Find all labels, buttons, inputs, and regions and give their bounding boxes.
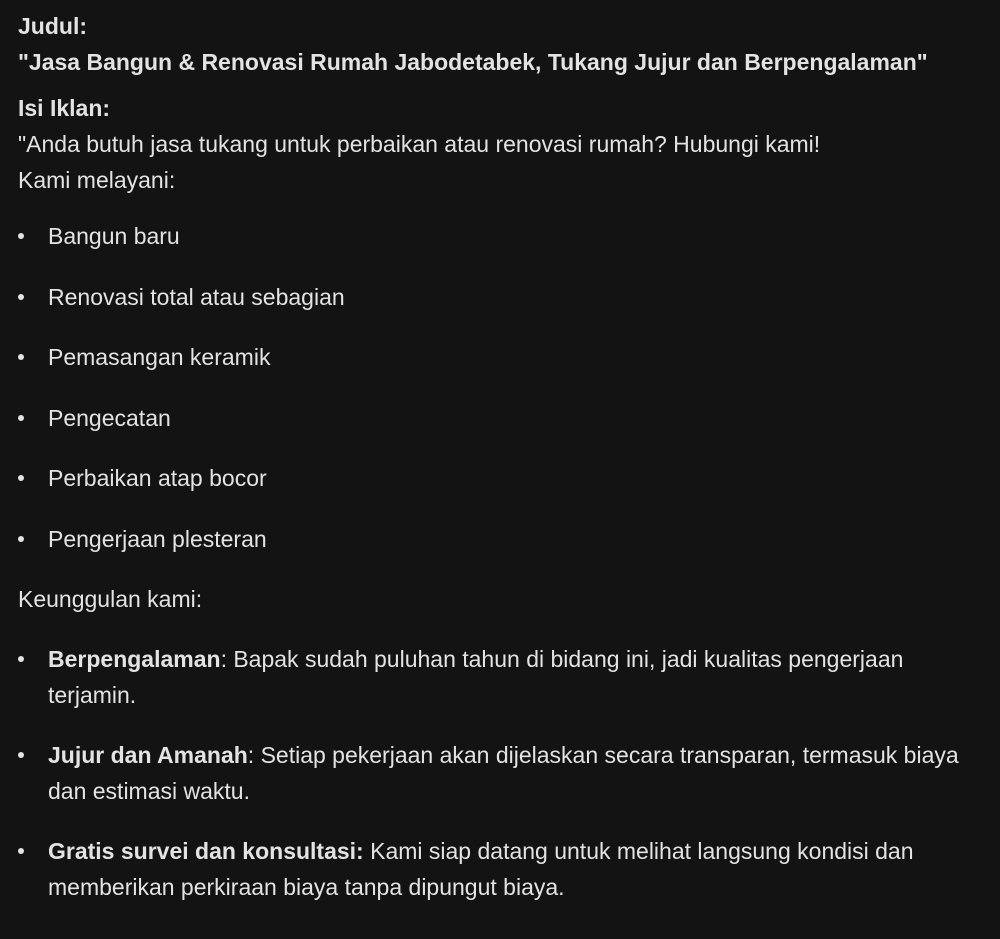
- service-label: Perbaikan atap bocor: [48, 465, 267, 491]
- services-intro: Kami melayani:: [18, 167, 176, 193]
- intro-line: "Anda butuh jasa tukang untuk perbaikan atau renovasi rumah? Hubungi kami!: [18, 131, 821, 157]
- advantage-term: Berpengalaman: [48, 645, 221, 672]
- bullet-icon: [18, 294, 24, 300]
- advantage-term: Gratis survei dan konsultasi:: [48, 837, 364, 864]
- services-list: [18, 218, 986, 557]
- list-item: [18, 460, 986, 496]
- bullet-icon: [18, 656, 24, 662]
- advantage-text: Kami siap datang untuk melihat langsung kondisi dan memberikan perkiraan biaya tanpa dipungut biaya.: [48, 837, 914, 900]
- list-item: [18, 737, 986, 809]
- bullet-icon: [18, 475, 24, 481]
- list-item: [18, 833, 986, 905]
- list-item: [18, 339, 986, 375]
- ad-document: [18, 8, 986, 905]
- advantage-text: Bapak sudah puluhan tahun di bidang ini, jadi kualitas pengerjaan terjamin.: [48, 645, 904, 708]
- advantages-list: [18, 641, 986, 905]
- bullet-icon: [18, 536, 24, 542]
- body-label: Isi Iklan:: [18, 95, 111, 121]
- list-item: [18, 279, 986, 315]
- list-item: [18, 521, 986, 557]
- bullet-icon: [18, 415, 24, 421]
- advantage-separator: :: [220, 645, 234, 672]
- service-label: Renovasi total atau sebagian: [48, 283, 345, 310]
- service-label: Pemasangan keramik: [48, 344, 271, 370]
- advantage-separator: :: [247, 741, 261, 768]
- service-label: Bangun baru: [48, 223, 180, 249]
- list-item: [18, 641, 986, 713]
- bullet-icon: [18, 233, 24, 239]
- list-item: [18, 400, 986, 436]
- bullet-icon: [18, 354, 24, 360]
- bullet-icon: [18, 752, 24, 758]
- ad-title: "Jasa Bangun & Renovasi Rumah Jabodetabek, Tukang Jujur dan Berpengalaman": [18, 49, 928, 75]
- advantage-term: Jujur dan Amanah: [48, 741, 248, 768]
- service-label: Pengerjaan plesteran: [48, 525, 267, 552]
- advantage-text: Setiap pekerjaan akan dijelaskan secara transparan, termasuk biaya dan estimasi waktu.: [48, 741, 959, 804]
- title-label: Judul:: [18, 13, 87, 39]
- service-label: Pengecatan: [48, 404, 171, 431]
- list-item: [18, 218, 986, 254]
- advantages-heading: Keunggulan kami:: [18, 585, 203, 612]
- bullet-icon: [18, 848, 24, 854]
